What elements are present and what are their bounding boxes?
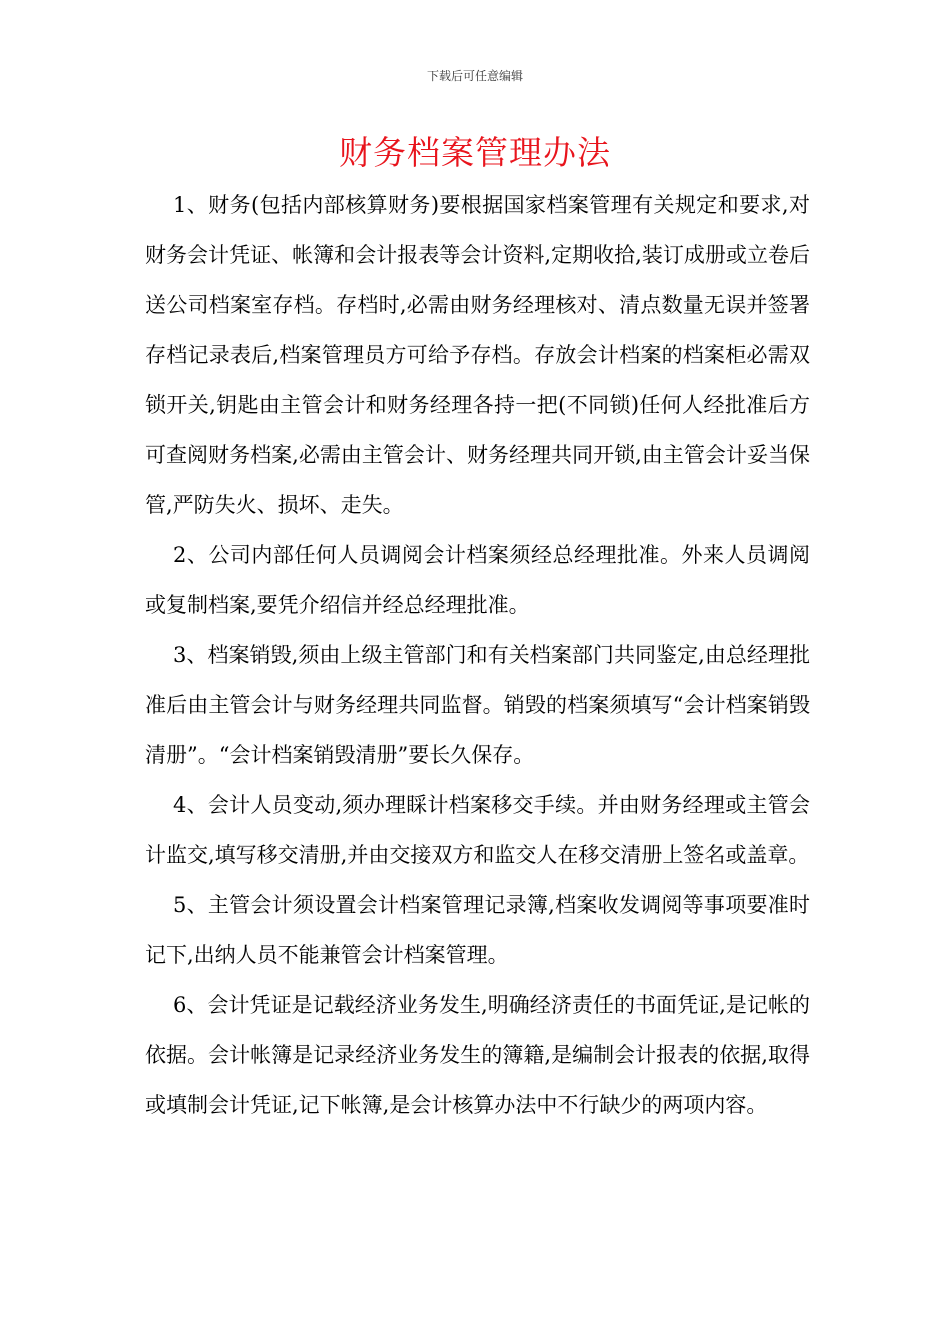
paragraph-text: 5、主管会计须设置会计档案管理记录簿,档案收发调阅等事项要准时记下,出纳人员不能兼管会计档案管理。: [145, 893, 810, 967]
paragraph-text: 4、会计人员变动,须办理睬计档案移交手续。并由财务经理或主管会计监交,填写移交清册,并由交接双方和监交人在移交清册上签名或盖章。: [145, 793, 810, 867]
paragraph-6: [145, 980, 810, 1130]
paragraph-4: [145, 780, 810, 880]
document-body: [145, 180, 810, 1130]
paragraph-text: 1、财务(包括内部核算财务)要根据国家档案管理有关规定和要求,对财务会计凭证、帐簿和会计报表等会计资料,定期收拾,装订成册或立卷后送公司档案室存档。存档时,必需由财务经理核对、清点数量无误并签署存档记录表后,档案管理员方可给予存档。存放会计档案的档案柜必需双锁开关,钥匙由主管会计和财务经理各持一把(不同锁)任何人经批准后方可查阅财务档案,必需由主管会计、财务经理共同开锁,由主管会计妥当保管,严防失火、损坏、走失。: [145, 193, 810, 517]
document-title: 财务档案管理办法: [339, 133, 611, 172]
paragraph-1: [145, 180, 810, 530]
paragraph-5: [145, 880, 810, 980]
paragraph-2: [145, 530, 810, 630]
paragraph-text: 3、档案销毁,须由上级主管部门和有关档案部门共同鉴定,由总经理批准后由主管会计与财务经理共同监督。销毁的档案须填写“会计档案销毁清册”。“会计档案销毁清册”要长久保存。: [145, 643, 810, 767]
header-note: 下载后可任意编辑: [426, 69, 523, 83]
paragraph-text: 6、会计凭证是记载经济业务发生,明确经济责任的书面凭证,是记帐的依据。会计帐簿是记录经济业务发生的簿籍,是编制会计报表的依据,取得或填制会计凭证,记下帐簿,是会计核算办法中不行缺少的两项内容。: [145, 993, 810, 1117]
paragraph-text: 2、公司内部任何人员调阅会计档案须经总经理批准。外来人员调阅或复制档案,要凭介绍信并经总经理批准。: [145, 543, 810, 617]
paragraph-3: [145, 630, 810, 780]
